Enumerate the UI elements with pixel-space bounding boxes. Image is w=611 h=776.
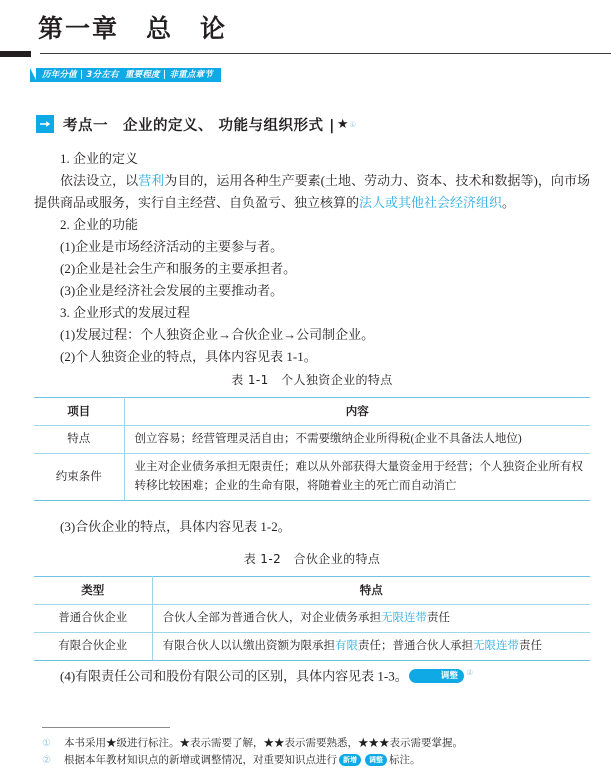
chapter-header: [0, 0, 611, 56]
function-item: (1)企业是市场经济活动的主要参与者。: [60, 239, 284, 254]
table2-value-highlight-2: 无限连带: [473, 640, 519, 652]
table1-row-value: 创立容易；经营管理灵活自由；不需要缴纳企业所得税(企业不具备法人地位): [124, 426, 590, 454]
footnote-text: [64, 752, 590, 769]
new-badge: 新增: [339, 754, 361, 766]
table2-row-key: 普通合伙企业: [34, 605, 152, 633]
star-rating: ★: [336, 116, 349, 132]
table1-header-cell: 内容: [124, 398, 590, 426]
table-header-row: [34, 398, 590, 426]
after-table2-block: [34, 662, 590, 687]
definition-paragraph: [34, 170, 590, 214]
definition-heading: 1. 企业的定义: [60, 151, 139, 166]
header-accent-bar: [0, 51, 31, 57]
llc-comparison-line: [34, 662, 590, 687]
table2-wrapper: [34, 548, 590, 661]
table1-wrapper: [34, 369, 590, 501]
footnote-ref-2: ②: [466, 668, 474, 677]
table2-value-highlight: 无限连带: [381, 612, 427, 624]
table1-row-key: 特点: [34, 426, 124, 454]
table2-header-cell: 类型: [34, 577, 152, 605]
table1: [34, 397, 590, 501]
table2-value-post: 责任: [427, 612, 450, 624]
table2-value-pre: 有限合伙人以认缴出资额为限承担: [162, 640, 335, 652]
table-header-row: [34, 577, 590, 605]
table1-caption: 表 1-1 个人独资企业的特点: [231, 373, 393, 387]
table1-row-key: 约束条件: [34, 454, 124, 501]
footnote-marker: ①: [42, 738, 51, 749]
table2-value-post: 责任: [519, 640, 542, 652]
section-heading: [36, 113, 356, 135]
table-row: [34, 426, 590, 454]
table2-row-key: 有限合伙企业: [34, 633, 152, 661]
section-heading-label: 考点一 企业的定义、 功能与组织形式 |: [63, 117, 335, 134]
functions-heading: 2. 企业的功能: [60, 217, 139, 232]
evolution-item: (2)个人独资企业的特点，具体内容见表 1-1。: [60, 349, 317, 364]
table2-header-cell: 特点: [152, 577, 590, 605]
page-title: 第一章 总 论: [38, 14, 228, 43]
llc-comparison-text: (4)有限责任公司和股份有限公司的区别，具体内容见表 1-3。: [60, 668, 408, 684]
definition-highlight-2: 法人或其他社会经济组织: [359, 195, 503, 210]
footnote-ref-1: ①: [349, 119, 357, 129]
table-row: [34, 633, 590, 661]
table2-row-value: [152, 633, 590, 661]
score-badge: 历年分值 | 3分左右 重要程度 | 非重点章节: [36, 68, 221, 82]
evolution-item: (1)发展过程：个人独资企业→合伙企业→公司制企业。: [60, 327, 375, 342]
footnote-divider: [42, 727, 170, 728]
definition-text-3: 。: [502, 195, 516, 210]
table2-value-highlight: 有限: [335, 640, 358, 652]
definition-highlight-1: 营利: [138, 173, 165, 188]
table2-row-value: [152, 605, 590, 633]
evolution-heading: 3. 企业形式的发展过程: [60, 305, 191, 320]
table2-value-pre: 合伙人全部为普通合伙人，对企业债务承担: [162, 612, 381, 624]
footnote-item: [42, 735, 590, 752]
adjusted-badge-small: 调整: [365, 754, 387, 766]
footnote-text-suffix: 标注。: [389, 755, 421, 766]
footnote-item: [42, 752, 590, 769]
function-item: (2)企业是社会生产和服务的主要承担者。: [60, 261, 297, 276]
header-divider: [40, 53, 611, 54]
table2-value-mid: 责任；普通合伙人承担: [358, 640, 473, 652]
partnership-intro: (3)合伙企业的特点，具体内容见表 1-2。: [60, 519, 291, 534]
functions-block: [34, 214, 590, 302]
footnote-text-prefix: 根据本年教材知识点的新增或调整情况，对重要知识点进行: [64, 755, 337, 766]
table-row: [34, 454, 590, 501]
footnotes: [42, 735, 590, 769]
table1-row-value: 业主对企业债务承担无限责任；难以从外部获得大量资金用于经营；个人独资企业所有权转移比较困难；企业的生命有限，将随着业主的死亡而自动消亡: [124, 454, 590, 501]
table1-header-cell: 项目: [34, 398, 124, 426]
adjusted-badge: 调整: [409, 669, 465, 683]
function-item: (3)企业是经济社会发展的主要推动者。: [60, 283, 284, 298]
definition-block: [34, 148, 590, 214]
arrow-right-icon: [36, 115, 54, 133]
definition-text-2: 为目的，运用各种生产要素(土地、劳动力、资本、技术和数据等)，向市场提供商品或服务，实行自主经营、自负盈亏、独立核算的: [34, 173, 590, 210]
evolution-block: [34, 302, 590, 368]
after-table1-block: [34, 516, 590, 538]
footnote-text: 本书采用★级进行标注。★表示需要了解，★★表示需要熟悉，★★★表示需要掌握。: [64, 738, 463, 749]
table2-caption: 表 1-2 合伙企业的特点: [243, 552, 381, 566]
table2: [34, 576, 590, 661]
footnote-marker: ②: [42, 755, 51, 766]
table-row: [34, 605, 590, 633]
definition-text-1: 依法设立，以: [60, 173, 139, 188]
